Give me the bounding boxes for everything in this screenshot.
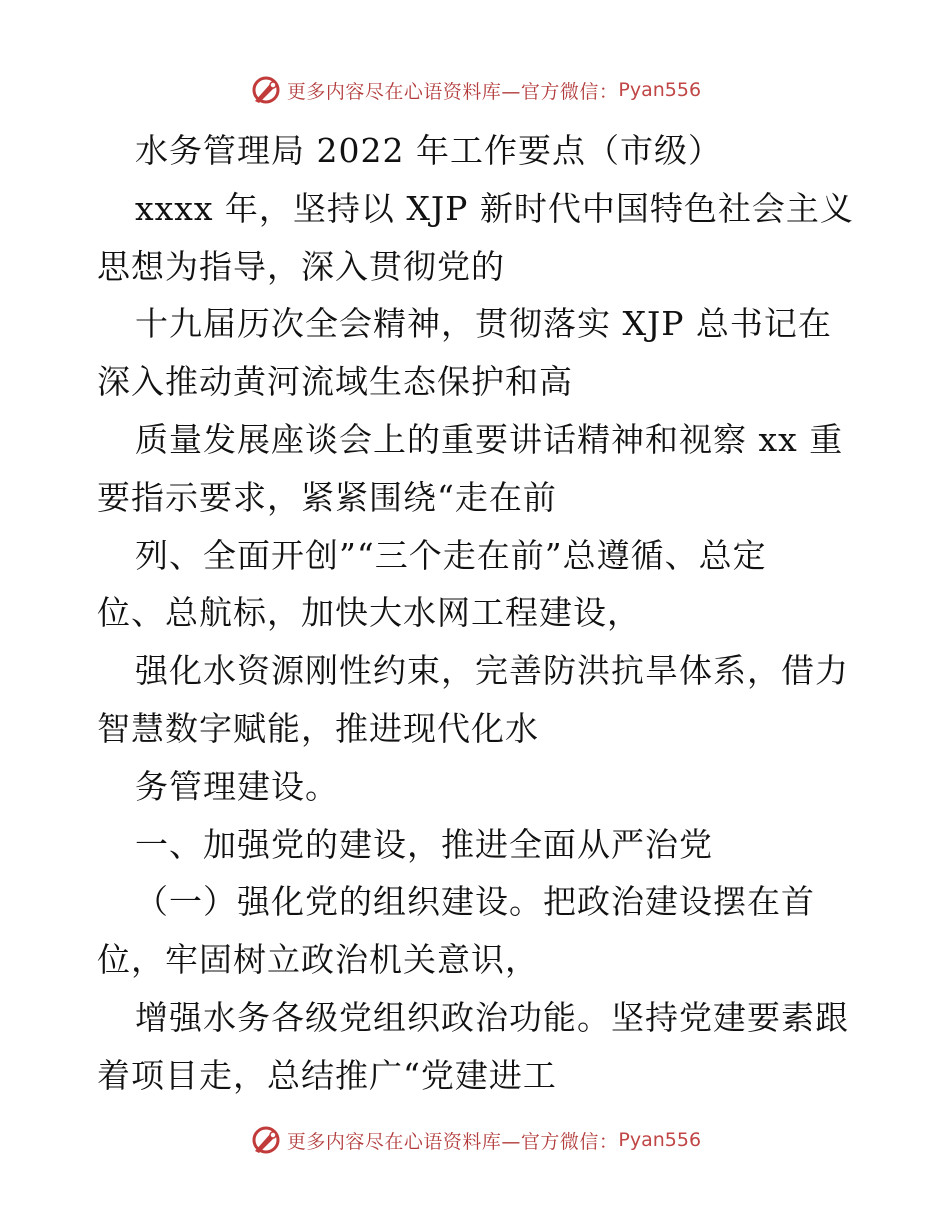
paragraph-line: 深入推动黄河流域生态保护和高 [97,362,573,402]
paragraph-line: 增强水务各级党组织政治功能。坚持党建要素跟 [135,997,849,1037]
footer-banner [0,1120,950,1160]
paragraph-line: xxxx 年，坚持以 XJP 新时代中国特色社会主义 [135,188,854,228]
pen-swirl-logo-icon [249,1123,283,1157]
paragraph-line: 十九届历次全会精神，贯彻落实 XJP 总书记在 [135,304,832,344]
document-body [97,122,857,1105]
footer-wechat-id: Pyan556 [618,1129,702,1151]
paragraph-line: 智慧数字赋能，推进现代化水 [97,708,539,748]
paragraph-line: 要指示要求，紧紧围绕“走在前 [97,477,557,517]
paragraph-line: 思想为指导，深入贯彻党的 [97,246,505,286]
paragraph-line: 位，牢固树立政治机关意识， [97,940,539,980]
paragraph-line: 务管理建设。 [135,766,339,806]
footer-banner-text: 更多内容尽在心语资料库—官方微信： [286,1130,619,1153]
paragraph-line: 列、全面开创”“三个走在前”总遵循、总定 [135,535,767,575]
subsection-heading: （一）强化党的组织建设。把政治建设摆在首 [135,882,815,922]
header-wechat-id: Pyan556 [618,79,702,101]
header-banner [0,70,950,110]
paragraph-line: 位、总航标，加快大水网工程建设， [97,593,641,633]
document-title: 水务管理局 2022 年工作要点（市级） [135,131,722,170]
paragraph-line: 强化水资源刚性约束，完善防洪抗旱体系，借力 [135,651,849,691]
section-heading: 一、加强党的建设，推进全面从严治党 [135,824,713,864]
header-banner-text: 更多内容尽在心语资料库—官方微信： [286,80,619,103]
paragraph-line: 质量发展座谈会上的重要讲话精神和视察 xx 重 [135,419,844,459]
paragraph-line: 着项目走，总结推广“党建进工 [97,1055,557,1095]
pen-swirl-logo-icon [249,73,283,107]
